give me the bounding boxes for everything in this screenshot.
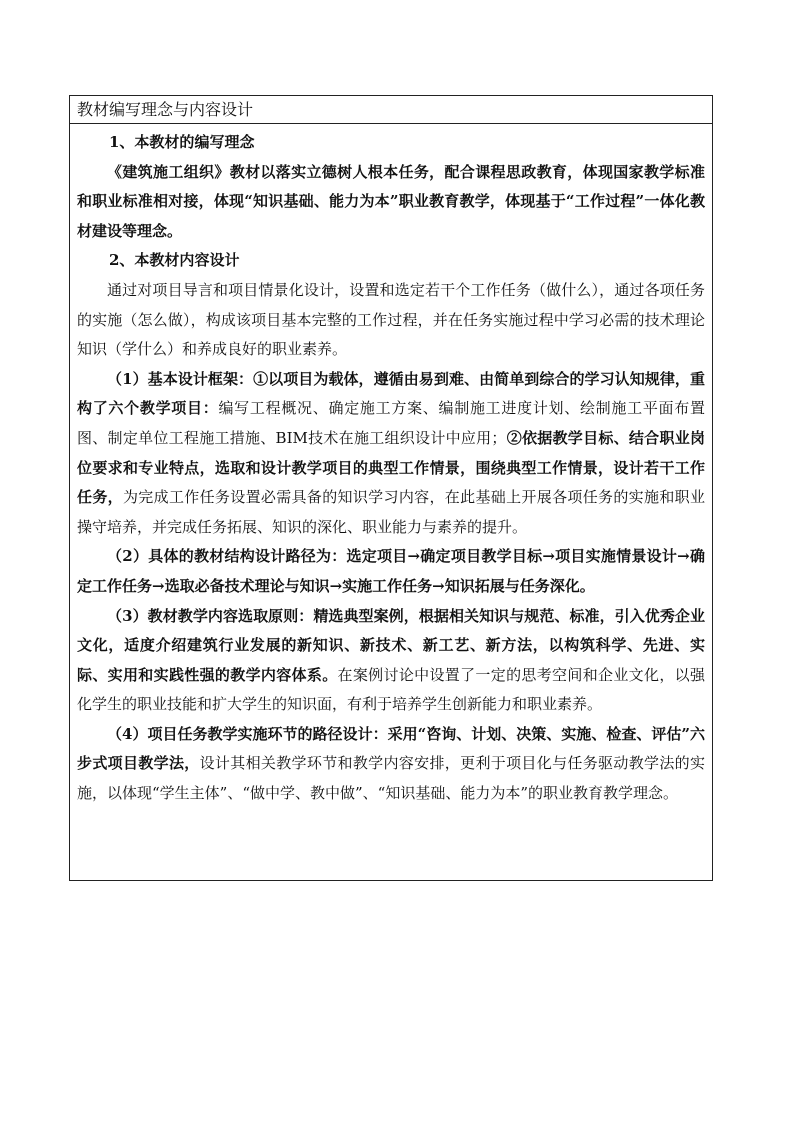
item-4-part-1: （4）项目任务教学实施环节的路径设计：采用“咨询、计划、决策、实施、检查、评估”六步式项目教学法， xyxy=(77,724,705,773)
section-1-paragraph: 《建筑施工组织》教材以落实立德树人根本任务，配合课程思政教育，体现国家教学标准和职业标准相对接，体现“知识基础、能力为本”职业教育教学，体现基于“工作过程”一体化教材建设等理念。 xyxy=(77,162,705,240)
item-3-part-2: 在案例讨论中设置了一定的思考空间和企业文化，以强化学生的职业技能和扩大学生的知识面，有利于培养学生创新能力和职业素养。 xyxy=(77,665,705,714)
item-2-part-1: （2）具体的教材结构设计路径为：选定项目→确定项目教学目标→项目实施情景设计→确定工作任务→选取必备技术理论与知识→实施工作任务→知识拓展与任务深化。 xyxy=(77,547,705,595)
item-2-paragraph xyxy=(77,542,705,601)
header-divider xyxy=(70,123,712,124)
item-4-part-2: 设计其相关教学环节和教学内容安排，更利于项目化与任务驱动教学法的实施，以体现“学生主体”、“做中学、教中做”、“知识基础、能力为本”的职业教育教学理念。 xyxy=(77,754,705,803)
section-2-intro: 通过对项目导言和项目情景化设计，设置和选定若干个工作任务（做什么），通过各项任务的实施（怎么做），构成该项目基本完整的工作过程，并在任务实施过程中学习必需的技术理论知识（学什么）和养成良好的职业素养。 xyxy=(77,280,705,359)
table-title: 教材编写理念与内容设计 xyxy=(77,100,254,119)
item-1-part-1: （1）基本设计框架：①以项目为载体，遵循由易到难、由简单到综合的学习认知规律，重构了六个教学项目： xyxy=(77,369,705,418)
item-1-part-3: ②依据教学目标、结合职业岗位要求和专业特点，选取和设计教学项目的典型工作情景，围绕典型工作情景，设计若干工作任务， xyxy=(77,428,705,507)
section-2-heading: 2、本教材内容设计 xyxy=(109,251,240,270)
item-1-paragraph xyxy=(77,365,705,543)
content-table xyxy=(69,95,713,881)
item-1-part-4: 为完成工作任务设置必需具备的知识学习内容，在此基础上开展各项任务的实施和职业操守培养，并完成任务拓展、知识的深化、职业能力与素养的提升。 xyxy=(77,488,705,536)
table-body xyxy=(77,128,705,809)
item-4-paragraph xyxy=(77,720,705,809)
item-1-part-2: 编写工程概况、确定施工方案、编制施工进度计划、绘制施工平面布置图、制定单位工程施工措施、BIM技术在施工组织设计中应用； xyxy=(77,399,705,447)
item-3-part-1: （3）教材教学内容选取原则：精选典型案例，根据相关知识与规范、标准，引入优秀企业文化，适度介绍建筑行业发展的新知识、新技术、新工艺、新方法，以构筑科学、先进、实际、实用和实践性强的教学内容体系。 xyxy=(77,606,705,684)
item-3-paragraph xyxy=(77,602,705,720)
section-1-heading: 1、本教材的编写理念 xyxy=(109,133,255,151)
